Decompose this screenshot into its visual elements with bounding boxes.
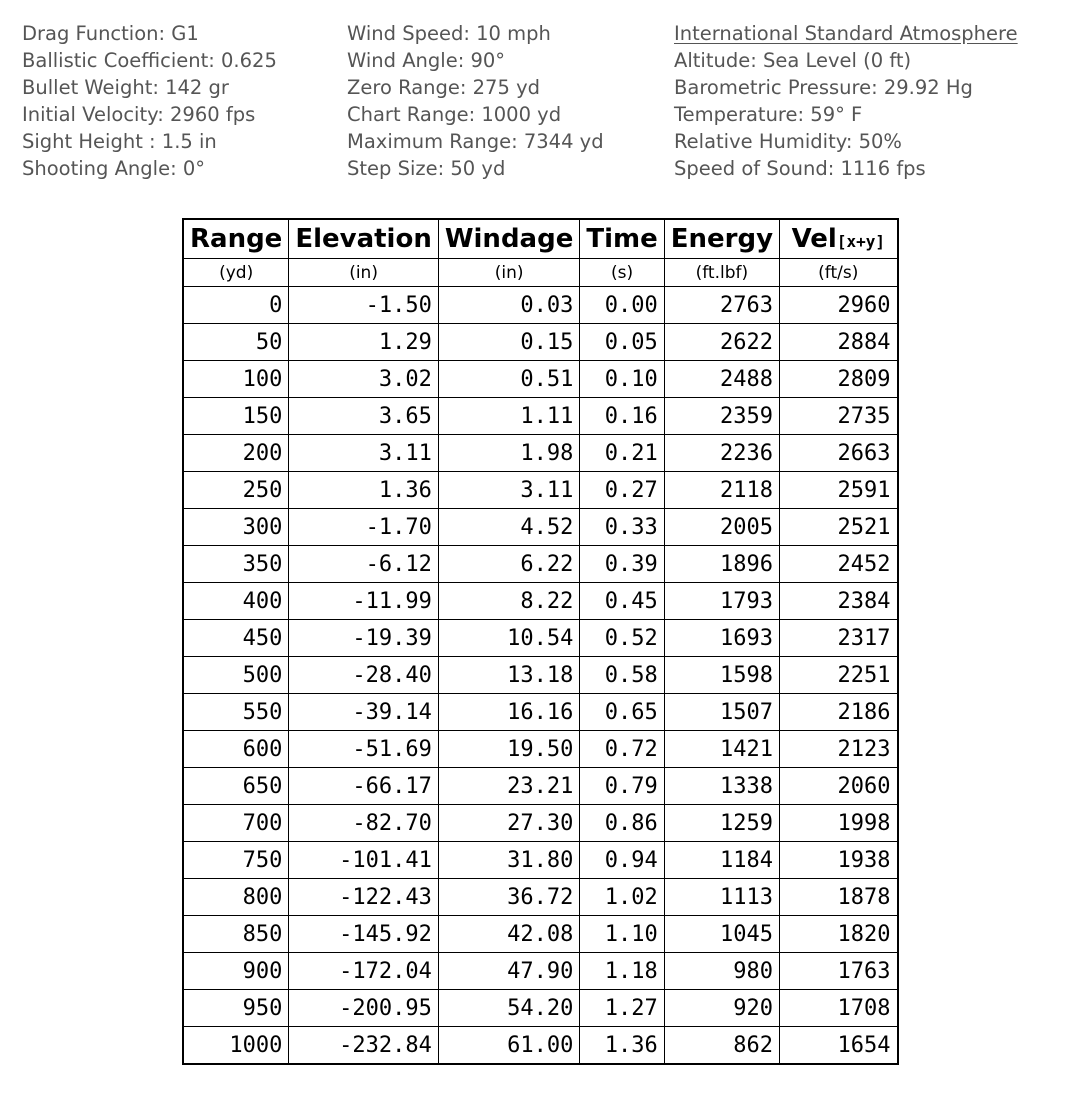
- elevation-cell: -101.41: [289, 842, 439, 879]
- table-row: [183, 731, 898, 768]
- elevation-cell: -82.70: [289, 805, 439, 842]
- elevation-cell: 1.29: [289, 324, 439, 361]
- ballistics-table: [182, 218, 899, 1065]
- table-row: [183, 657, 898, 694]
- energy-cell: 1507: [664, 694, 779, 731]
- velocity-cell: 2809: [780, 361, 898, 398]
- windage-cell: 4.52: [438, 509, 580, 546]
- time-cell: 0.10: [580, 361, 664, 398]
- elevation-cell: -145.92: [289, 916, 439, 953]
- windage-cell: 0.15: [438, 324, 580, 361]
- windage-cell: 19.50: [438, 731, 580, 768]
- velocity-cell: 1820: [780, 916, 898, 953]
- maximum-range: Maximum Range: 7344 yd: [347, 130, 604, 153]
- range-cell: 50: [183, 324, 289, 361]
- elevation-cell: -11.99: [289, 583, 439, 620]
- energy-cell: 1421: [664, 731, 779, 768]
- barometric-pressure: Barometric Pressure: 29.92 Hg: [674, 76, 973, 99]
- velocity-cell: 2452: [780, 546, 898, 583]
- velocity-cell: 2663: [780, 435, 898, 472]
- header-windage: Windage: [438, 219, 580, 259]
- range-cell: 850: [183, 916, 289, 953]
- atmosphere-parameters: [674, 20, 1018, 182]
- windage-cell: 8.22: [438, 583, 580, 620]
- unit-range: (yd): [183, 259, 289, 287]
- zero-range: Zero Range: 275 yd: [347, 76, 540, 99]
- unit-energy: (ft.lbf): [664, 259, 779, 287]
- table-row: [183, 546, 898, 583]
- windage-cell: 3.11: [438, 472, 580, 509]
- range-cell: 1000: [183, 1027, 289, 1065]
- time-cell: 0.94: [580, 842, 664, 879]
- header-time: Time: [580, 219, 664, 259]
- header-velocity: [780, 219, 898, 259]
- units-row: [183, 259, 898, 287]
- elevation-cell: 3.65: [289, 398, 439, 435]
- time-cell: 1.02: [580, 879, 664, 916]
- velocity-cell: 1654: [780, 1027, 898, 1065]
- time-cell: 1.18: [580, 953, 664, 990]
- velocity-cell: 1938: [780, 842, 898, 879]
- time-cell: 0.27: [580, 472, 664, 509]
- velocity-cell: 1998: [780, 805, 898, 842]
- table-row: [183, 361, 898, 398]
- range-cell: 700: [183, 805, 289, 842]
- header-energy: Energy: [664, 219, 779, 259]
- windage-cell: 47.90: [438, 953, 580, 990]
- energy-cell: 920: [664, 990, 779, 1027]
- ballistic-coefficient: Ballistic Coefficient: 0.625: [22, 49, 277, 72]
- table-row: [183, 583, 898, 620]
- table-row: [183, 324, 898, 361]
- time-cell: 0.05: [580, 324, 664, 361]
- atmosphere-link[interactable]: International Standard Atmosphere: [674, 22, 1018, 45]
- header-row: [183, 219, 898, 259]
- wind-speed: Wind Speed: 10 mph: [347, 22, 551, 45]
- windage-cell: 0.03: [438, 287, 580, 324]
- energy-cell: 1693: [664, 620, 779, 657]
- windage-cell: 1.11: [438, 398, 580, 435]
- velocity-cell: 2384: [780, 583, 898, 620]
- header-range: Range: [183, 219, 289, 259]
- table-row: [183, 842, 898, 879]
- velocity-cell: 2884: [780, 324, 898, 361]
- time-cell: 0.21: [580, 435, 664, 472]
- table-row: [183, 916, 898, 953]
- elevation-cell: -232.84: [289, 1027, 439, 1065]
- range-cell: 600: [183, 731, 289, 768]
- table-row: [183, 879, 898, 916]
- time-cell: 0.33: [580, 509, 664, 546]
- unit-windage: (in): [438, 259, 580, 287]
- velocity-cell: 1878: [780, 879, 898, 916]
- table-row: [183, 435, 898, 472]
- windage-cell: 31.80: [438, 842, 580, 879]
- time-cell: 0.58: [580, 657, 664, 694]
- windage-cell: 16.16: [438, 694, 580, 731]
- windage-cell: 6.22: [438, 546, 580, 583]
- time-cell: 0.39: [580, 546, 664, 583]
- range-cell: 750: [183, 842, 289, 879]
- range-cell: 300: [183, 509, 289, 546]
- range-cell: 650: [183, 768, 289, 805]
- chart-range: Chart Range: 1000 yd: [347, 103, 562, 126]
- windage-cell: 42.08: [438, 916, 580, 953]
- table-row: [183, 768, 898, 805]
- velocity-cell: 2251: [780, 657, 898, 694]
- energy-cell: 2359: [664, 398, 779, 435]
- time-cell: 0.72: [580, 731, 664, 768]
- table-row: [183, 398, 898, 435]
- energy-cell: 1113: [664, 879, 779, 916]
- shooting-angle: Shooting Angle: 0°: [22, 157, 206, 180]
- range-cell: 0: [183, 287, 289, 324]
- time-cell: 1.10: [580, 916, 664, 953]
- windage-cell: 10.54: [438, 620, 580, 657]
- windage-cell: 27.30: [438, 805, 580, 842]
- elevation-cell: -28.40: [289, 657, 439, 694]
- range-cell: 250: [183, 472, 289, 509]
- range-cell: 100: [183, 361, 289, 398]
- ballistic-parameters: [22, 20, 1062, 185]
- speed-of-sound: Speed of Sound: 1116 fps: [674, 157, 926, 180]
- windage-cell: 0.51: [438, 361, 580, 398]
- relative-humidity: Relative Humidity: 50%: [674, 130, 902, 153]
- windage-cell: 23.21: [438, 768, 580, 805]
- time-cell: 1.27: [580, 990, 664, 1027]
- time-cell: 1.36: [580, 1027, 664, 1065]
- elevation-cell: -172.04: [289, 953, 439, 990]
- energy-cell: 1338: [664, 768, 779, 805]
- table-row: [183, 1027, 898, 1065]
- velocity-cell: 2317: [780, 620, 898, 657]
- velocity-cell: 2521: [780, 509, 898, 546]
- elevation-cell: -6.12: [289, 546, 439, 583]
- energy-cell: 2488: [664, 361, 779, 398]
- velocity-cell: 2186: [780, 694, 898, 731]
- bullet-parameters: [22, 20, 277, 182]
- range-cell: 200: [183, 435, 289, 472]
- table-row: [183, 287, 898, 324]
- windage-cell: 61.00: [438, 1027, 580, 1065]
- windage-cell: 36.72: [438, 879, 580, 916]
- elevation-cell: -200.95: [289, 990, 439, 1027]
- table-row: [183, 990, 898, 1027]
- energy-cell: 1598: [664, 657, 779, 694]
- time-cell: 0.52: [580, 620, 664, 657]
- range-cell: 950: [183, 990, 289, 1027]
- initial-velocity: Initial Velocity: 2960 fps: [22, 103, 256, 126]
- windage-cell: 1.98: [438, 435, 580, 472]
- energy-cell: 2236: [664, 435, 779, 472]
- velocity-cell: 2960: [780, 287, 898, 324]
- energy-cell: 1896: [664, 546, 779, 583]
- sight-height: Sight Height : 1.5 in: [22, 130, 217, 153]
- time-cell: 0.79: [580, 768, 664, 805]
- elevation-cell: 1.36: [289, 472, 439, 509]
- altitude: Altitude: Sea Level (0 ft): [674, 49, 912, 72]
- velocity-cell: 2123: [780, 731, 898, 768]
- range-parameters: [347, 20, 604, 182]
- range-cell: 150: [183, 398, 289, 435]
- velocity-cell: 1763: [780, 953, 898, 990]
- energy-cell: 862: [664, 1027, 779, 1065]
- header-elevation: Elevation: [289, 219, 439, 259]
- velocity-cell: 1708: [780, 990, 898, 1027]
- elevation-cell: -1.50: [289, 287, 439, 324]
- unit-velocity: (ft/s): [780, 259, 898, 287]
- elevation-cell: -19.39: [289, 620, 439, 657]
- table-row: [183, 805, 898, 842]
- time-cell: 0.86: [580, 805, 664, 842]
- time-cell: 0.65: [580, 694, 664, 731]
- table-row: [183, 472, 898, 509]
- windage-cell: 13.18: [438, 657, 580, 694]
- elevation-cell: -122.43: [289, 879, 439, 916]
- unit-time: (s): [580, 259, 664, 287]
- range-cell: 350: [183, 546, 289, 583]
- drag-function: Drag Function: G1: [22, 22, 199, 45]
- temperature: Temperature: 59° F: [674, 103, 863, 126]
- elevation-cell: 3.11: [289, 435, 439, 472]
- energy-cell: 1793: [664, 583, 779, 620]
- elevation-cell: 3.02: [289, 361, 439, 398]
- range-cell: 900: [183, 953, 289, 990]
- velocity-cell: 2591: [780, 472, 898, 509]
- energy-cell: 1259: [664, 805, 779, 842]
- range-cell: 400: [183, 583, 289, 620]
- range-cell: 500: [183, 657, 289, 694]
- elevation-cell: -39.14: [289, 694, 439, 731]
- time-cell: 0.16: [580, 398, 664, 435]
- table-body: [183, 287, 898, 1065]
- energy-cell: 2118: [664, 472, 779, 509]
- table-row: [183, 509, 898, 546]
- range-cell: 800: [183, 879, 289, 916]
- time-cell: 0.00: [580, 287, 664, 324]
- header-velocity-label: Vel: [791, 224, 837, 254]
- range-cell: 450: [183, 620, 289, 657]
- bullet-weight: Bullet Weight: 142 gr: [22, 76, 229, 99]
- elevation-cell: -1.70: [289, 509, 439, 546]
- elevation-cell: -66.17: [289, 768, 439, 805]
- energy-cell: 1045: [664, 916, 779, 953]
- header-velocity-subscript: [x+y]: [836, 232, 885, 251]
- table-row: [183, 953, 898, 990]
- energy-cell: 1184: [664, 842, 779, 879]
- velocity-cell: 2735: [780, 398, 898, 435]
- wind-angle: Wind Angle: 90°: [347, 49, 506, 72]
- table-row: [183, 694, 898, 731]
- unit-elevation: (in): [289, 259, 439, 287]
- energy-cell: 980: [664, 953, 779, 990]
- table-row: [183, 620, 898, 657]
- energy-cell: 2622: [664, 324, 779, 361]
- range-cell: 550: [183, 694, 289, 731]
- energy-cell: 2763: [664, 287, 779, 324]
- velocity-cell: 2060: [780, 768, 898, 805]
- energy-cell: 2005: [664, 509, 779, 546]
- elevation-cell: -51.69: [289, 731, 439, 768]
- time-cell: 0.45: [580, 583, 664, 620]
- windage-cell: 54.20: [438, 990, 580, 1027]
- step-size: Step Size: 50 yd: [347, 157, 506, 180]
